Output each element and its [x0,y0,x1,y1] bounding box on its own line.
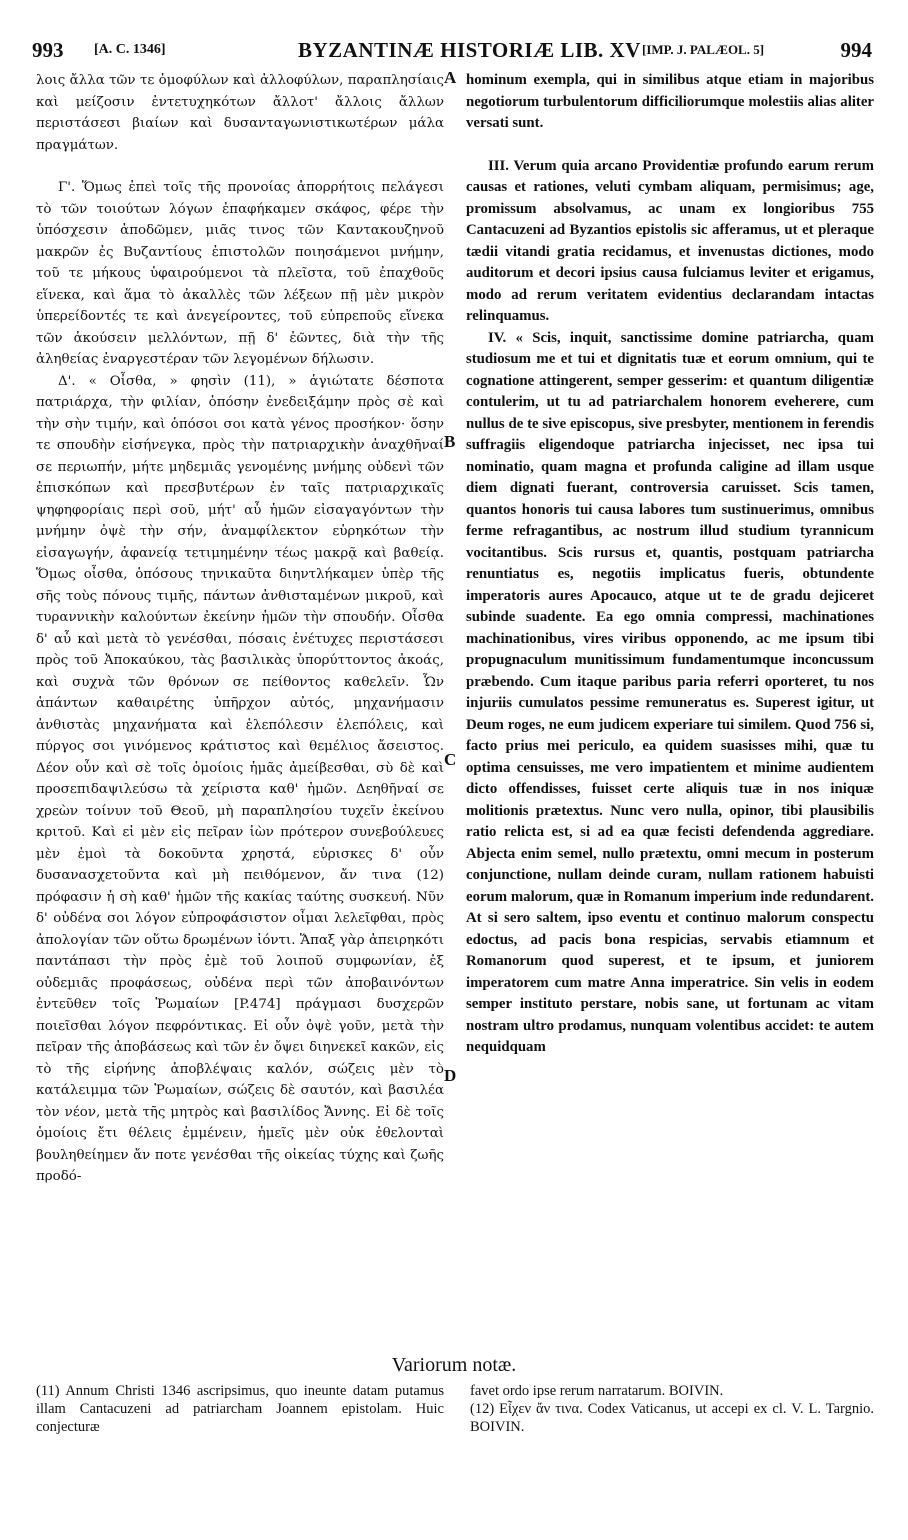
left-date-heading: [A. C. 1346] [94,42,166,57]
margin-markers [440,0,464,1540]
footnotes-right [470,1382,874,1436]
margin-marker-d: D [444,1066,457,1085]
margin-marker-b: B [444,432,456,451]
latin-text-column [466,70,874,1059]
notes-heading: Variorum notæ. [391,1354,517,1376]
right-running-heading: [IMP. J. PALÆOL. 5] [642,42,765,57]
greek-paragraph: Δ'. « Οἶσθα, » φησὶν (11), » ἁγιώτατε δέσποτα πατριάρχα, τὴν φιλίαν, ὁπόσην ἐνεδειξάμην πρὸς σὲ καὶ τὴν σὴν τιμήν, καὶ ὁπόσοι σοι κατὰ γένος προσήκον· ὅσην τε σπουδὴν εἰσήνεγκα, πρὸς τὴν πατριαρχικὴν ἀναχθῆναί σε περιωπήν, μήτε μηδεμιᾶς γενομένης μνήμης οὐδενὶ τῶν ἐπισκόπων καὶ πρεσβυτέρων ἐν ταῖς πατριαρχικαῖς ψηφηφορίαις περὶ σοῦ, μήτ' αὖ ἡμῶν εἰσαγαγόντων τὴν μνήμην ὀψὲ τὴν σήν, ἀναμφίλεκτον εὑρηκότων τὴν εἰσαγωγήν, ἀφανείᾳ τετιμημένην τέως μακρᾷ καὶ βαθείᾳ. Ὅμως οἶσθα, ὁπόσους τηνικαῦτα διηντλήκαμεν ὑπὲρ τῆς σῆς τοὺς πόνους τιμῆς, πάντων ἀνθισταμένων μικροῦ, καὶ τυραννικὴν καλούντων ἐκείνην ἡμῶν τὴν σπουδήν. Οἶσθα δ' αὖ καὶ μετὰ τὸ γενέσθαι, πόσαις ἐνέτυχες περιστάσεσι πρὸς τοῦ Ἀποκαύκου, τὰς βασιλικὰς ὑπορύττοντος ἀκοάς, καὶ συχνὰ τῶν θρόνων σε πείθοντος καθελεῖν. Ὧν ἁπάντων καθαιρέτης ὑπῆρχον αὐτός, μηχανήμασιν ἀνθιστὰς μηχανήματα καὶ ἑλεπόλεσιν ἑλεπόλεις, καὶ πύργος σοι γινόμενος κράτιστος καὶ θεμέλιος ἄσειστος. Δέον οὖν καὶ σὲ τοῖς ὁμοίοις ἡμᾶς ἀμείβεσθαι, σὺ δὲ καὶ προσεπιδαψιλεύσω τὰ χείριστα καθ' ἡμῶν. Δεηθῆναί σε χρεὼν τοίνυν τοῦ Θεοῦ, μὴ παραπλησίου τυχεῖν ἐκείνου κριτοῦ. Καὶ εἰ μὲν εἰς πεῖραν ἰὼν πρότερον συνεβούλευες μὲν ἐμοὶ τὰ δοκοῦντα χρηστά, εὑρισκες δ' οὖν δυσανασχετοῦντα καὶ μὴ πειθόμενον, ἄν τινα (12) πρόφασιν ἡ σὴ καθ' ἡμῶν τῆς κακίας ταύτης συσκευή. Νῦν δ' οὐδένα σοι λόγον εὐπροφάσιστον οἶμαι λελεῖφθαι, πρὸς ἀπολογίαν τῶν οὕτω δρωμένων ἰόντι. Ἅπαξ γὰρ ἀπειρηκότι παντάπασι τὴν πρὸς ἐμὲ τοῦ λοιποῦ συμφωνίαν, ἐξ οὐδεμιᾶς προφάσεως, οὐδένα περὶ τῶν ἀποβαινόντων ἐντεῦθεν τοῖς Ῥωμαίων [P.474] πράγμασι δυσχερῶν ποιεῖσθαι λόγον πεφρόντικας. Εἰ οὖν ὀψὲ γοῦν, μετὰ τὴν πεῖραν τῆς ἀποβάσεως καὶ τῶν ἐν ὄψει διηνεκεῖ κακῶν, εἰς τὸ τῆς εἰρήνης ἀποβλέψαις καλόν, σώζεις μὲν τὸ κατάλειμμα τῶν Ῥωμαίων, σώζεις δὲ σαυτόν, καὶ βασιλέα τὸν νέον, μετὰ τῆς μητρὸς καὶ βασιλίδος Ἄννης. Εἰ δὲ τοῖς ὁμοίοις ἔτι θέλεις ἐμμένειν, ἡμεῖς μὲν οὐκ ἐθελονταὶ βουληθείημεν ἄν ποτε γενέσθαι τῆς οἰκείας τύχης καὶ ζωῆς προδό- [36,373,444,1184]
margin-marker-c: C [444,750,457,769]
footnote-12: (12) Εἶχεν ἄν τινα. Codex Vaticanus, ut accepi ex cl. V. L. Targnio. BOIVIN. [470,1401,874,1435]
margin-marker-a: A [444,68,457,87]
latin-paragraph: III. Verum quia arcano Providentiæ profundo earum rerum causas et rationes, veluti cymbam aliquam, permisimus; age, promissum absolvamus, ac unam ex longioribus 755 Cantacuzeni ad Byzantios epistolis sic afferamus, ut et pleraque tædii vitandi gratia recidamus, et invenustas dictiones, modo auditorum et decori ipsius causa fulciamus leviter et erigamus, modo ad rerum veritatem evidentius declarandam intactas relinquamus. [466,157,874,324]
footnote-11: (11) Annum Christi 1346 ascripsimus, quo ineunte datam putamus illam Cantacuzeni ad patriarcham Joannem epistolam. Huic conjecturæ [36,1383,444,1435]
book-title: BYZANTINÆ HISTORIÆ LIB. XV [298,38,641,62]
right-page-number: 994 [840,38,872,62]
greek-text-column [36,70,444,1188]
footnote-11-continued: favet ordo ipse rerum narratarum. BOIVIN. [470,1383,724,1399]
greek-paragraph: Γ'. Ὅμως ἐπεὶ τοῖς τῆς προνοίας ἀπορρήτοις πελάγεσι τὸ τῶν τοιούτων λόγων ἐπαφήκαμεν σκάφος, φέρε τὴν ὑπόσχεσιν ἀποδῶμεν, μιᾶς τινος τῶν Καντακουζηνοῦ μακρῶν ἐς Βυζαντίους ἐπιστολῶν ποιησάμενοι μνήμην, τοῦ τε μήκους ὑφαιρούμενοι τὰ πλεῖστα, τοῦ ἐπαχθοῦς εἵνεκα, καὶ ἅμα τὸ ἀκαλλὲς τῶν λέξεων πῇ μὲν μικρὸν ὑπερείδοντές τε καὶ ἀνεγείροντες, τοῦ εὐπρεποῦς εἵνεκα τῶν ἀκούσειν μελλόντων, πῇ δ' ἐῶντες, διὰ τὴν τῆς ἀληθείας ἐναργεστέραν τῶν λεγομένων δήλωσιν. [36,180,444,367]
greek-paragraph: λοις ἄλλα τῶν τε ὁμοφύλων καὶ ἀλλοφύλων, παραπλησίαις καὶ μείζοσιν ἐντετυχηκότων ἄλλοτ' ἄλλοις ἄλλων περιστάσεσι βιαίων καὶ δυσανταγωνιστικωτέρων μάλα πραγμάτων. [36,73,444,153]
latin-paragraph: IV. « Scis, inquit, sanctissime domine patriarcha, quam studiosum me et tui et dignitatis tuæ et eorum omnium, qui te cognatione attingerent, semper gesserim: et quantum diligentiæ contulerim, ut tu ad patriarchalem honorem eveherere, cum nullus de te sive episcopus, sive presbyter, mentionem in ferendis suffragiis eligendoque patriarcha injecisset, nec ipsa tui nominatio, quam magna et profunda caligine ad illam usque diem dignati fuerant, controversia caruisset. Scis tamen, quantos honoris tui causa labores tum sustinuerimus, omnibus ferme refragantibus, ac nostrum illud studium tyrannicum vocitantibus. Scis rursus et, quantis, postquam patriarcha renuntiatus es, negotiis implicatus fueris, obtundente imperatoris aures Apocauco, atque ut te de gradu dejiceret subinde suadente. Ea ego omnia compressi, machinationes machinationibus, vires viribus opponendo, ac me ipsum tibi propugnaculum munitissimum fundamentumque inconcussum præbendo. Cum itaque paribus paria referri oporteret, tu nos injuriis cumulatos pessime remuneratus es. Superest igitur, ut Deum roges, ne eum judicem experiare tui similem. Quod 756 si, facto prius mei periculo, ea quidem suasisses mihi, quæ tu optima censuisses, me vero impatientem et minime audientem dicto offendisses, fuisset certe aliquis tuæ in nos iniquæ molitionis prætextus. Nunc vero nulla, opinor, tibi plausibilis ratio relicta est, si ad ea quæ fecisti defendenda aggrediare. Abjecta enim semel, nullo prætextu, omni mecum in posterum conjunctione, nullam deinde curam, nullam rationem habuisti eorum malorum, quæ in Romanum imperium inde redundarent. At si sero saltem, ipso eventu et continuo malorum conspectu edoctus, ad pacis bona respicias, servabis etiamnum et Romanorum quod superest, et te ipsum, et juniorem imperatorem cum matre Anna imperatrice. Sin velis in eodem semper instituto perstare, nobis sane, ut fortunam ac vitam nostram ultro prodamus, nunquam volentibus accidet: te autem nequidquam [466,329,874,1055]
footnotes-left [36,1382,444,1436]
latin-paragraph: hominum exempla, qui in similibus atque etiam in majoribus negotiorum turbulentorum difficiliorumque molestiis alias aliter versati sunt. [466,72,874,131]
left-page-number: 993 [32,38,64,62]
